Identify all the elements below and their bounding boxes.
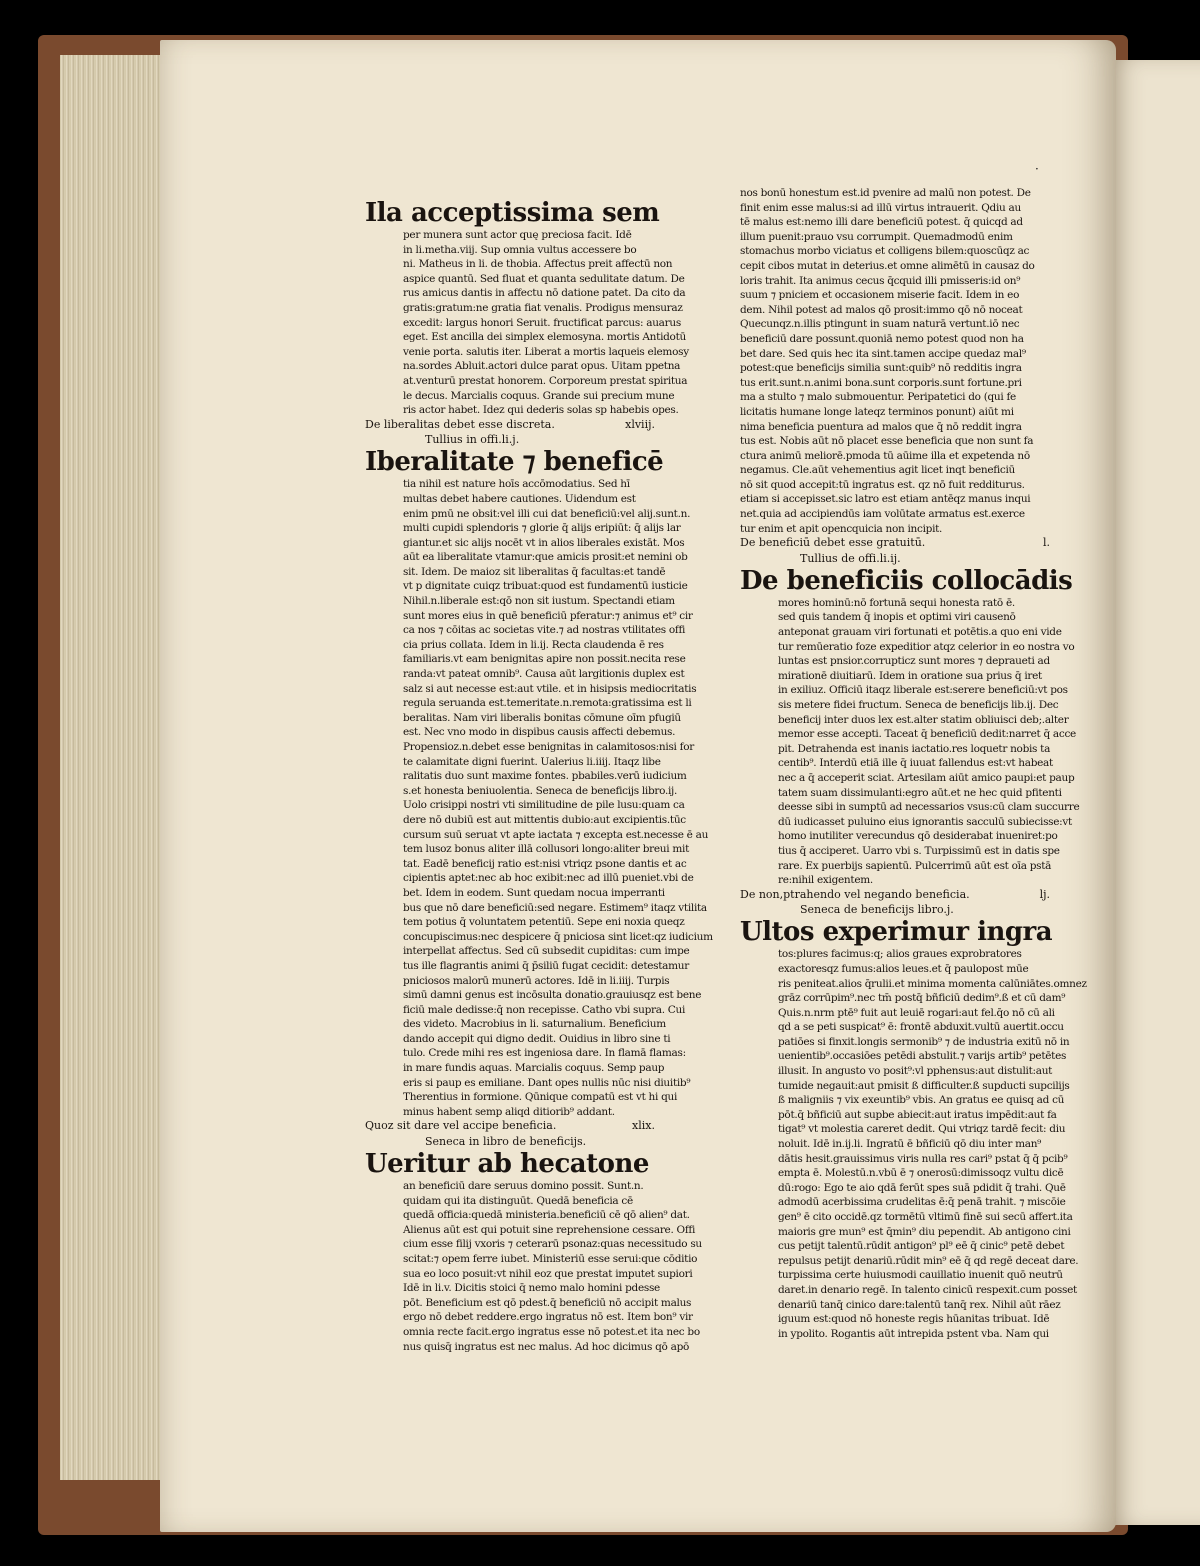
- text-line: denariū tanq̄ cinico dare:talentū tanq̄ rex. Nihil aūt rāez: [778, 1298, 1061, 1311]
- facing-page: [1108, 60, 1200, 1525]
- text-line: tumide negauit:aut pmisit ß difficulter.ß supducti supcilijs: [778, 1079, 1070, 1092]
- author-line: Seneca de beneficijs libro.j.: [800, 903, 954, 917]
- text-line: quidam qui ita distinguūt. Quedā beneficia cē: [403, 1194, 633, 1207]
- text-line: venie porta. salutis iter. Liberat a mortis laqueis elemosy: [403, 345, 689, 358]
- text-line: dū:rogo: Ego te aio qdā ferūt spes suā pdidit q̄ trahi. Quē: [778, 1181, 1066, 1194]
- text-line: in mare fundis aquas. Marcialis coquus. Semp paup: [403, 1062, 665, 1075]
- text-line: mores hominū:nō fortunā sequi honesta ratō ē.: [778, 596, 1015, 609]
- text-line: bet dare. Sed quis hec ita sint.tamen accipe quedaz mal⁹: [740, 347, 1026, 360]
- text-line: pit. Detrahenda est inanis iactatio.res loquetr nobis ta: [778, 742, 1051, 755]
- section-heading: Iberalitate ⁊ beneficē: [365, 447, 664, 478]
- text-line: qd a se peti suspicat⁹ ē: frontē abduxit.vultū auertit.occu: [778, 1021, 1064, 1034]
- text-line: Propensioz.n.debet esse benignitas in calamitosos:nisi for: [403, 741, 694, 753]
- text-block: [778, 596, 1080, 888]
- text-line: maioris gre mun⁹ est q̄min⁹ diu pependit. Ab antigono cini: [778, 1225, 1071, 1238]
- text-line: minus habent semp aliqd ditiorib⁹ addant.: [403, 1105, 615, 1118]
- text-line: etiam si accepisset.sic latro est etiam antēqz manus inqui: [740, 493, 1031, 506]
- text-line: anteponat grauam viri fortunati et potētis.a quo eni vide: [778, 626, 1062, 639]
- text-line: omnia recte facit.ergo ingratus esse nō potest.et ita nec bo: [403, 1325, 700, 1338]
- text-line: scitat:⁊ opem ferre iubet. Ministeriū esse serui:que cōditio: [403, 1253, 698, 1265]
- text-line: des videto. Macrobius in li. saturnalium. Beneficium: [403, 1018, 666, 1031]
- text-line: memor esse accepti. Taceat q̄ beneficiū dedit:narret q̄ acce: [778, 728, 1076, 741]
- text-line: cursum suū seruat vt apte iactata ⁊ excepta est.necesse ē au: [403, 828, 709, 841]
- text-line: daret.in denario regē. In talento cinicū respexit.cum posset: [778, 1283, 1077, 1296]
- text-line: sit. Idem. De maioz sit liberalitas q̄ facultas:et tandē: [403, 565, 666, 578]
- text-line: dem. Nihil potest ad malos qō prosit:immo qō nō noceat: [740, 303, 1023, 316]
- text-line: nus quisq̄ ingratus est nec malus. Ad hoc dicimus qō apō: [403, 1340, 690, 1353]
- text-line: in ypolito. Rogantis aūt intrepida pstent vba. Nam qui: [778, 1327, 1049, 1340]
- text-line: net.quia ad accipiendūs iam volūtate armatus est.exerce: [740, 508, 1025, 521]
- text-line: pōt.q̄ bñficiū aut supbe abiecit:aut iratus impēdit:aut fa: [778, 1108, 1057, 1121]
- text-line: tur remūeratio foze expeditior atqz celerior in eo nostra vo: [778, 640, 1075, 653]
- text-line: cepit cibos mutat in deterius.et omne alimētū in causaz do: [740, 259, 1035, 272]
- text-line: beneficij inter duos lex est.alter statim obliuisci deb;.alter: [778, 713, 1069, 726]
- text-block: [778, 947, 1087, 1341]
- text-line: le decus. Marcialis coquus. Grande sui precium mune: [403, 389, 675, 402]
- text-line: tos:plures facimus:q; alios graues exprobratores: [778, 948, 1022, 961]
- text-line: eris si paup es emiliane. Dant opes nullis nūc nisi diuitib⁹: [403, 1076, 691, 1089]
- text-line: simū damni genus est incōsulta donatio.grauiusqz est bene: [403, 989, 702, 1002]
- text-line: re:nihil exigentem.: [778, 874, 873, 887]
- text-line: vt p dignitate cuiqz tribuat:quod est fundamentū iusticie: [403, 580, 688, 593]
- text-line: tigat⁹ vt molestia careret dedit. Qui vtriqz tardē fecit: diu: [778, 1123, 1066, 1136]
- text-line: tē malus est:nemo illi dare beneficiū potest. q̄ quicqd ad: [740, 216, 1023, 229]
- folio-mark: ·: [1035, 162, 1039, 176]
- text-line: in exiliuz. Officiū itaqz liberale est:serere beneficiū:vt pos: [778, 684, 1068, 697]
- text-line: centib⁹. Interdū etiā ille q̄ iuuat fallendus est:vt habeat: [778, 757, 1053, 770]
- text-line: potest:que beneficijs similia sunt:quib⁹ nō redditis ingra: [740, 362, 1022, 375]
- text-line: noluit. Idē in.ij.li. Ingratū ē bñficiū qō diu inter man⁹: [778, 1138, 1042, 1151]
- text-line: te calamitate digni fuerint. Ualerius li.iiij. Itaqz libe: [403, 755, 661, 768]
- text-line: uenientib⁹.occasiōes petēdi abstulit.⁊ varijs artib⁹ petētes: [778, 1050, 1067, 1063]
- text-line: Therentius in formione. Qūnique compatū est vt hi qui: [403, 1091, 678, 1104]
- text-line: quedā officia:quedā ministeria.beneficiū cē qō alien⁹ dat.: [403, 1209, 690, 1222]
- text-line: nima beneficia puentura ad malos que q̄ nō reddit ingra: [740, 420, 1022, 433]
- text-line: concupiscimus:nec despicere q̄ pniciosa sint licet:qz iudicium: [403, 930, 713, 943]
- text-line: tur enim et apit opencquicia non incipit.: [740, 522, 943, 535]
- text-line: s.et honesta beniuolentia. Seneca de beneficijs libro.ij.: [403, 784, 678, 797]
- text-line: tem lusoz bonus aliter illā collusori longo:aliter breui mit: [403, 843, 690, 856]
- text-line: licitatis humane longe lateqz terminos ponunt) aiūt mi: [740, 405, 1014, 418]
- text-line: eget. Est ancilla dei simplex elemosyna. mortis Antidotū: [403, 331, 686, 344]
- text-line: aūt ea liberalitate vtamur:que amicis prosit:et nemini ob: [403, 551, 688, 564]
- text-line: ctura animū meliorē.pmoda tū aūime illa et expetenda nō: [740, 449, 1030, 462]
- text-line: giantur.et sic alijs nocēt vt in alios liberales existāt. Mos: [403, 536, 685, 549]
- text-line: repulsus petijt denariū.rūdit min⁹ eē q̄ qd regē deceat dare.: [778, 1254, 1079, 1267]
- text-line: tius q̄ acciperet. Uarro vbi s. Turpissimū est in datis spe: [778, 844, 1060, 857]
- text-line: ma a stulto ⁊ malo submouentur. Peripatetici do (qui fe: [740, 391, 1016, 404]
- left-column: [365, 198, 713, 1354]
- text-block: [403, 1179, 702, 1354]
- text-line: est. Nec vno modo in dispibus causis affecti debemus.: [403, 726, 676, 739]
- text-line: finit enim esse malus:si ad illū virtus intrauerit. Qdiu au: [740, 201, 1021, 214]
- text-line: tia nihil est nature hoīs accōmodatius. Sed hī: [403, 478, 630, 491]
- text-line: ergo nō debet reddere.ergo ingratus nō est. Item bon⁹ vir: [403, 1311, 693, 1324]
- text-line: tus est. Nobis aūt nō placet esse beneficia que non sunt fa: [740, 435, 1034, 448]
- text-line: dere nō dubiū est aut mittentis dubio:aut excipientis.tūc: [403, 813, 686, 826]
- text-line: negamus. Cle.aūt vehementius agit licet inqt beneficiū: [740, 464, 1016, 477]
- section-heading: Ultos experimur ingra: [740, 917, 1053, 948]
- text-line: sunt mores eius in quē beneficiū pferatur:⁊ animus et⁹ cir: [403, 609, 693, 622]
- text-line: homo inutiliter verecundus qō desiderabat inueniret:po: [778, 830, 1058, 843]
- text-line: tat. Eadē beneficij ratio est:nisi vtriqz psone dantis et ac: [403, 857, 687, 870]
- text-line: at.venturū prestat honorem. Corporeum prestat spiritua: [403, 374, 688, 387]
- text-line: Nihil.n.liberale est:qō non sit iustum. Spectandi etiam: [403, 595, 675, 608]
- text-line: patiōes si finxit.longis sermonib⁹ ⁊ de industria exitū nō in: [778, 1035, 1070, 1048]
- text-line: stomachus morbo viciatus et colligens bilem:quoscūqz ac: [740, 245, 1030, 258]
- section-heading: Ila acceptissima sem: [365, 198, 660, 228]
- text-line: cia prius collata. Idem in li.ij. Recta claudenda ē res: [403, 638, 664, 651]
- text-line: ralitatis duo sunt maxime fontes. pbabiles.verū iudicium: [403, 770, 687, 783]
- text-line: exactoresqz fumus:alios leues.et q̄ paulopost mūe: [778, 962, 1029, 975]
- text-block: [403, 477, 713, 1119]
- text-line: Alienus aūt est qui potuit sine reprehensione cessare. Offi: [403, 1223, 696, 1236]
- text-line: beralitas. Nam viri liberalis bonitas cōmune oīm pfugiū: [403, 711, 681, 724]
- chapter-rubric: Quoz sit dare vel accipe beneficia. xlix.: [365, 1119, 655, 1133]
- text-line: iguum est:quod nō honeste regis hūanitas tribuat. Idē: [778, 1313, 1050, 1326]
- chapter-rubric: De beneficiū debet esse gratuitū. l.: [740, 536, 1050, 550]
- author-line: Tullius de offi.li.ij.: [800, 551, 901, 565]
- text-line: Quecunqz.n.illis ptingunt in suam naturā vertunt.iō nec: [740, 318, 1020, 331]
- text-line: ca nos ⁊ cōitas ac societas vite.⁊ ad nostras vtilitates offi: [403, 624, 686, 637]
- text-line: multas debet habere cautiones. Uidendum est: [403, 492, 636, 505]
- text-line: per munera sunt actor quę preciosa facit. Idē: [403, 229, 632, 241]
- author-line: Tullius in offi.li.j.: [425, 433, 520, 447]
- text-line: Quis.n.nrm ptē⁹ fuit aut leuiē rogari:aut fel.q̄o nō cū ali: [778, 1006, 1055, 1019]
- chapter-rubric: De non,ptrahendo vel negando beneficia. lj.: [740, 887, 1050, 901]
- text-line: enim pmū ne obsit:vel illi cui dat beneficiū:vel alij.sunt.n.: [403, 507, 691, 520]
- text-line: interpellat affectus. Sed cū subsedit cupiditas: cum impe: [403, 945, 690, 958]
- text-line: ß maligniis ⁊ vix exeuntib⁹ vbis. An gratus ee quisq ad cū: [778, 1094, 1065, 1107]
- text-line: empta ē. Molestū.n.vbū ē ⁊ onerosū:dimissoqz vultu dicē: [778, 1167, 1064, 1180]
- text-line: illusit. In angusto vo posit⁹:vl pphensus:aut distulit:aut: [778, 1065, 1053, 1078]
- text-line: tus ille flagrantis animi q̄ p̄siliū fugat cecidit: detestamur: [403, 959, 689, 972]
- text-line: ni. Matheus in li. de thobia. Affectus preit affectū non: [403, 258, 673, 271]
- text-line: mirationē diuitiarū. Idem in oratione sua prius q̄ iret: [778, 669, 1042, 682]
- text-line: tulo. Crede mihi res est ingeniosa dare. In flamā flamas:: [403, 1047, 686, 1060]
- text-line: excedit: largus honori Seruit. fructificat parcus: auarus: [403, 316, 681, 329]
- text-line: turpissima certe huiusmodi cauillatio inuenit quō neutrū: [778, 1269, 1063, 1282]
- text-line: admodū acerbissima crudelitas ē:q̄ penā trahit. ⁊ miscōie: [778, 1196, 1066, 1209]
- text-line: dū iudicasset puluino eius ignorantis sacculū subiecisse:vt: [778, 815, 1072, 828]
- right-column: [740, 186, 1087, 1341]
- page-edges: [60, 55, 170, 1480]
- text-line: rare. Ex puerbijs sapientū. Pulcerrimū aūt est oīa pstā: [778, 859, 1052, 872]
- text-line: tem potius q̄ voluntatem petentiū. Sepe eni noxia queqz: [403, 916, 685, 929]
- section-heading: Ueritur ab hecatone: [365, 1149, 649, 1180]
- text-line: sed quis tandem q̄ inopis et optimi viri causenō: [778, 611, 1016, 624]
- text-line: familiaris.vt eam benignitas apire non possit.necita rese: [403, 653, 686, 666]
- text-line: multi cupidi splendoris ⁊ glorie q̄ alijs eripiūt: q̄ alijs lar: [403, 522, 681, 535]
- text-line: bus que nō dare beneficiū:sed negare. Estimem⁹ itaqz vtilita: [403, 901, 707, 914]
- text-line: nec a q̄ acceperit sciat. Artesilam aiūt amico paupi:et paup: [778, 771, 1075, 784]
- text-line: in li.metha.viij. Sup omnia vultus accessere bo: [403, 243, 637, 256]
- text-line: ris actor habet. Idez qui dederis solas sp habebis opes.: [403, 404, 679, 417]
- text-line: cipientis aptet:nec ab hoc exibit:nec ad illū pueniet.vbi de: [403, 872, 694, 885]
- text-line: beneficiū dare possunt.quoniā nemo potest quod non ha: [740, 332, 1024, 345]
- text-line: dātis hesit.grauissimus viris nulla res cari⁹ pstat q̄ q̄ pcib⁹: [778, 1152, 1068, 1165]
- text-line: randa:vt pateat omnib⁹. Causa aūt largitionis duplex est: [403, 668, 685, 681]
- text-line: aspice quantū. Sed fluat et quanta sedulitate datum. De: [403, 272, 685, 285]
- text-line: cus petijt talentū.rūdit antigon⁹ pl⁹ eē q̄ cinic⁹ petē debet: [778, 1240, 1065, 1253]
- text-line: Idē in li.v. Dicitis stoici q̄ nemo malo homini pdesse: [403, 1282, 660, 1295]
- text-block: [740, 186, 1050, 536]
- text-line: gratis:gratum:ne gratia fiat venalis. Prodigus mensuraz: [403, 301, 683, 314]
- text-line: sis metere fidei fructum. Seneca de beneficijs lib.ij. Dec: [778, 699, 1059, 711]
- text-line: nō sit quod accepit:tū ingratus est. qz nō fuit redditurus.: [740, 478, 1025, 491]
- text-line: pōt. Beneficium est qō pdest.q̄ beneficiū nō accipit malus: [403, 1296, 692, 1309]
- text-line: an beneficiū dare seruus domino possit. Sunt.n.: [403, 1180, 644, 1193]
- text-line: dando accepit qui digno dedit. Ouidius in libro sine ti: [403, 1032, 671, 1045]
- author-line: Seneca in libro de beneficijs.: [425, 1135, 587, 1149]
- chapter-rubric: De liberalitas debet esse discreta. xlviij.: [365, 417, 655, 431]
- text-line: gen⁹ ē cito occidē.qz tormētū vltimū finē sui secū affert.ita: [778, 1211, 1073, 1223]
- text-line: rus amicus dantis in affectu nō datione patet. Da cito da: [403, 287, 686, 300]
- text-line: deesse sibi in sumptū ad necessarios vsus:cū clam succurre: [778, 801, 1080, 814]
- section-heading: De beneficiis collocādis: [740, 565, 1073, 596]
- text-line: illum puenit:prauo vsu corrumpit. Quemadmodū enim: [740, 230, 1013, 243]
- text-line: na.sordes Abluit.actori dulce parat opus. Uitam ppetna: [403, 360, 681, 373]
- text-block: [403, 228, 689, 418]
- text-line: pniciosos malorū munerū actores. Idē in li.iiij. Turpis: [403, 974, 670, 987]
- text-line: luntas est pnsior.corrupticz sunt mores ⁊ depraueti ad: [778, 655, 1050, 668]
- text-line: suum ⁊ pniciem et occasionem miserie facit. Idem in eo: [740, 289, 1020, 302]
- text-line: nos bonū honestum est.id pvenire ad malū non potest. De: [740, 187, 1031, 199]
- text-line: regula seruanda est.temeritate.n.remota:gratissima est li: [403, 697, 692, 710]
- text-line: Uolo crisippi nostri vti similitudine de pile lusu:quam ca: [403, 799, 685, 812]
- text-line: cium esse filij vxoris ⁊ ceterarū psonaz:quas necessitudo su: [403, 1238, 702, 1251]
- text-line: ficiū male dedisse:q̄ non recepisse. Catho vbi supra. Cui: [403, 1003, 686, 1016]
- text-line: loris trahit. Ita animus cecus q̄cquid illi pmisseris:id on⁹: [740, 274, 1021, 287]
- text-line: bet. Idem in eodem. Sunt quedam nocua imperranti: [403, 886, 665, 899]
- text-line: tus erit.sunt.n.animi bona.sunt corporis.sunt fortune.pri: [740, 376, 1022, 389]
- text-line: salz si aut necesse est:aut vtile. et in hisipsis mediocritatis: [403, 682, 697, 695]
- text-line: grāz corrūpim⁹.nec tm̄ postq̄ bñficiū dedim⁹.ß et cū dam⁹: [778, 992, 1066, 1005]
- text-line: ris peniteat.alios q̄rulii.et minima momenta calūniātes.omnez: [778, 977, 1087, 990]
- text-line: sua eo loco posuit:vt nihil eoz que prestat imputet supiori: [403, 1267, 693, 1280]
- text-line: tatem suam dissimulanti:egro aūt.et ne hec quid pfitenti: [778, 786, 1062, 799]
